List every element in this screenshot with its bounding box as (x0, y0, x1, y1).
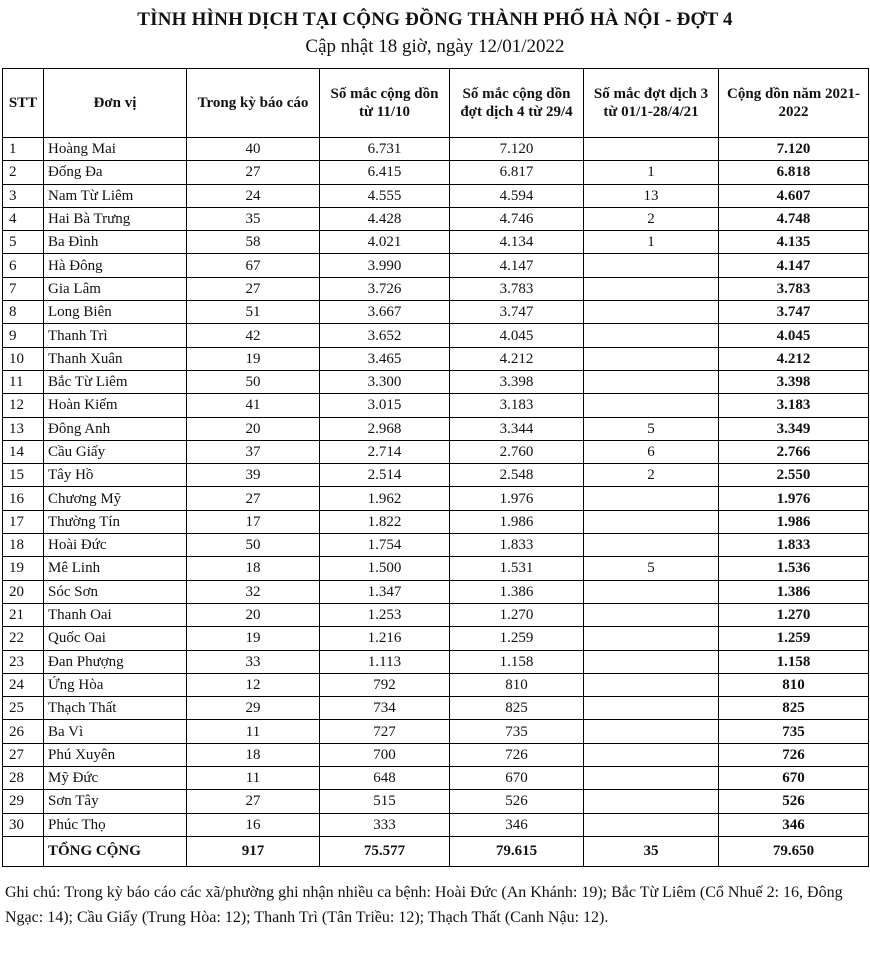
table-row (3, 417, 869, 440)
table-row (3, 394, 869, 417)
report-title: TÌNH HÌNH DỊCH TẠI CỘNG ĐỒNG THÀNH PHỐ HÀ NỘI - ĐỢT 4 (137, 9, 733, 30)
row-stt-cell: 14 (3, 440, 44, 463)
row-cum-wave4-cell: 1.386 (450, 580, 584, 603)
row-cum-1110-cell: 333 (320, 813, 450, 836)
row-unit-cell: Cầu Giấy (44, 440, 187, 463)
row-unit-cell: Gia Lâm (44, 277, 187, 300)
table-row (3, 207, 869, 230)
row-unit-cell: Hoàn Kiếm (44, 394, 187, 417)
row-period-cell: 58 (187, 231, 320, 254)
row-wave3-cell (584, 743, 719, 766)
row-period-cell: 35 (187, 207, 320, 230)
row-wave3-cell (584, 767, 719, 790)
header-period: Trong kỳ báo cáo (187, 69, 320, 138)
row-period-cell: 18 (187, 743, 320, 766)
table-body (3, 138, 869, 837)
row-wave3-cell: 2 (584, 464, 719, 487)
row-year-total-cell: 3.349 (719, 417, 869, 440)
row-period-cell: 41 (187, 394, 320, 417)
row-stt-cell: 3 (3, 184, 44, 207)
table-row (3, 673, 869, 696)
row-cum-wave4-cell: 4.594 (450, 184, 584, 207)
row-cum-1110-cell: 1.216 (320, 627, 450, 650)
table-header-row (3, 69, 869, 138)
row-stt-cell: 17 (3, 510, 44, 533)
row-cum-1110-cell: 6.731 (320, 138, 450, 161)
total-label: TỔNG CỘNG (44, 836, 187, 866)
row-cum-wave4-cell: 825 (450, 697, 584, 720)
row-stt-cell: 15 (3, 464, 44, 487)
header-cum-wave4: Số mắc cộng dồn đợt dịch 4 từ 29/4 (450, 69, 584, 138)
table-row (3, 534, 869, 557)
row-unit-cell: Mê Linh (44, 557, 187, 580)
row-year-total-cell: 3.398 (719, 370, 869, 393)
row-period-cell: 67 (187, 254, 320, 277)
header-stt: STT (3, 69, 44, 138)
row-year-total-cell: 346 (719, 813, 869, 836)
row-period-cell: 18 (187, 557, 320, 580)
row-cum-1110-cell: 515 (320, 790, 450, 813)
row-period-cell: 27 (187, 487, 320, 510)
row-unit-cell: Sơn Tây (44, 790, 187, 813)
table-row (3, 440, 869, 463)
row-stt-cell: 27 (3, 743, 44, 766)
row-stt-cell: 24 (3, 673, 44, 696)
row-stt-cell: 29 (3, 790, 44, 813)
row-wave3-cell (584, 394, 719, 417)
total-wave3: 35 (584, 836, 719, 866)
total-cum-wave4: 79.615 (450, 836, 584, 866)
header-unit: Đơn vị (44, 69, 187, 138)
row-cum-1110-cell: 1.754 (320, 534, 450, 557)
row-cum-1110-cell: 3.990 (320, 254, 450, 277)
row-cum-1110-cell: 1.500 (320, 557, 450, 580)
row-period-cell: 29 (187, 697, 320, 720)
row-unit-cell: Long Biên (44, 301, 187, 324)
row-cum-1110-cell: 3.015 (320, 394, 450, 417)
row-cum-wave4-cell: 3.783 (450, 277, 584, 300)
row-unit-cell: Mỹ Đức (44, 767, 187, 790)
row-cum-wave4-cell: 346 (450, 813, 584, 836)
row-period-cell: 20 (187, 603, 320, 626)
row-year-total-cell: 825 (719, 697, 869, 720)
row-wave3-cell: 2 (584, 207, 719, 230)
row-year-total-cell: 1.386 (719, 580, 869, 603)
row-wave3-cell (584, 813, 719, 836)
row-year-total-cell: 1.270 (719, 603, 869, 626)
row-stt-cell: 11 (3, 370, 44, 393)
row-unit-cell: Sóc Sơn (44, 580, 187, 603)
row-period-cell: 51 (187, 301, 320, 324)
row-cum-1110-cell: 1.347 (320, 580, 450, 603)
row-cum-wave4-cell: 3.183 (450, 394, 584, 417)
row-wave3-cell: 6 (584, 440, 719, 463)
table-row (3, 557, 869, 580)
row-cum-1110-cell: 734 (320, 697, 450, 720)
row-cum-1110-cell: 4.021 (320, 231, 450, 254)
row-stt-cell: 18 (3, 534, 44, 557)
row-unit-cell: Đông Anh (44, 417, 187, 440)
row-stt-cell: 6 (3, 254, 44, 277)
row-period-cell: 11 (187, 720, 320, 743)
row-period-cell: 39 (187, 464, 320, 487)
header-year-total: Cộng dồn năm 2021-2022 (719, 69, 869, 138)
row-stt-cell: 4 (3, 207, 44, 230)
row-cum-1110-cell: 3.300 (320, 370, 450, 393)
table-row (3, 487, 869, 510)
row-cum-1110-cell: 2.968 (320, 417, 450, 440)
row-unit-cell: Chương Mỹ (44, 487, 187, 510)
row-period-cell: 27 (187, 277, 320, 300)
row-period-cell: 20 (187, 417, 320, 440)
row-year-total-cell: 1.833 (719, 534, 869, 557)
row-cum-wave4-cell: 1.158 (450, 650, 584, 673)
row-year-total-cell: 1.158 (719, 650, 869, 673)
header-wave3: Số mắc đợt dịch 3 từ 01/1-28/4/21 (584, 69, 719, 138)
row-wave3-cell (584, 370, 719, 393)
row-year-total-cell: 726 (719, 743, 869, 766)
row-cum-wave4-cell: 4.134 (450, 231, 584, 254)
table-row (3, 813, 869, 836)
row-cum-1110-cell: 648 (320, 767, 450, 790)
row-cum-wave4-cell: 670 (450, 767, 584, 790)
row-wave3-cell (584, 138, 719, 161)
row-stt-cell: 23 (3, 650, 44, 673)
table-row (3, 254, 869, 277)
row-wave3-cell: 13 (584, 184, 719, 207)
footnote: Ghi chú: Trong kỳ báo cáo các xã/phường ghi nhận nhiều ca bệnh: Hoài Đức (An Khánh: 19); Bắc Từ Liêm (Cổ Nhuế 2: 16, Đông Ngạc: 14); Cầu Giấy (Trung Hòa: 12); Thanh Trì (Tân Triều: 12); Thạch Thất (Canh Nậu: 12). (5, 884, 843, 926)
row-wave3-cell (584, 487, 719, 510)
header-cum-1110: Số mắc cộng dồn từ 11/10 (320, 69, 450, 138)
row-year-total-cell: 4.748 (719, 207, 869, 230)
row-unit-cell: Đống Đa (44, 161, 187, 184)
row-period-cell: 27 (187, 161, 320, 184)
row-cum-wave4-cell: 4.212 (450, 347, 584, 370)
row-wave3-cell (584, 627, 719, 650)
row-unit-cell: Hà Đông (44, 254, 187, 277)
row-stt-cell: 16 (3, 487, 44, 510)
row-stt-cell: 20 (3, 580, 44, 603)
total-period: 917 (187, 836, 320, 866)
row-cum-wave4-cell: 1.976 (450, 487, 584, 510)
row-stt-cell: 8 (3, 301, 44, 324)
row-cum-1110-cell: 1.113 (320, 650, 450, 673)
row-unit-cell: Nam Từ Liêm (44, 184, 187, 207)
table-row (3, 627, 869, 650)
row-period-cell: 27 (187, 790, 320, 813)
row-year-total-cell: 810 (719, 673, 869, 696)
row-unit-cell: Thanh Oai (44, 603, 187, 626)
row-unit-cell: Thạch Thất (44, 697, 187, 720)
row-year-total-cell: 4.212 (719, 347, 869, 370)
row-stt-cell: 9 (3, 324, 44, 347)
table-row (3, 697, 869, 720)
row-stt-cell: 2 (3, 161, 44, 184)
row-period-cell: 17 (187, 510, 320, 533)
table-row (3, 138, 869, 161)
row-cum-1110-cell: 1.962 (320, 487, 450, 510)
row-cum-1110-cell: 3.667 (320, 301, 450, 324)
row-cum-wave4-cell: 6.817 (450, 161, 584, 184)
row-stt-cell: 26 (3, 720, 44, 743)
table-row (3, 161, 869, 184)
row-wave3-cell (584, 254, 719, 277)
row-wave3-cell (584, 301, 719, 324)
row-wave3-cell (584, 790, 719, 813)
row-unit-cell: Hoài Đức (44, 534, 187, 557)
row-year-total-cell: 526 (719, 790, 869, 813)
row-stt-cell: 21 (3, 603, 44, 626)
row-year-total-cell: 3.783 (719, 277, 869, 300)
row-cum-wave4-cell: 1.531 (450, 557, 584, 580)
row-year-total-cell: 1.986 (719, 510, 869, 533)
row-cum-wave4-cell: 4.147 (450, 254, 584, 277)
row-wave3-cell: 5 (584, 417, 719, 440)
row-cum-1110-cell: 792 (320, 673, 450, 696)
row-cum-1110-cell: 3.465 (320, 347, 450, 370)
row-cum-wave4-cell: 1.986 (450, 510, 584, 533)
row-wave3-cell (584, 673, 719, 696)
row-unit-cell: Ba Đình (44, 231, 187, 254)
row-cum-wave4-cell: 1.833 (450, 534, 584, 557)
row-period-cell: 50 (187, 370, 320, 393)
row-unit-cell: Tây Hồ (44, 464, 187, 487)
row-cum-1110-cell: 2.714 (320, 440, 450, 463)
row-cum-wave4-cell: 4.045 (450, 324, 584, 347)
table-row (3, 603, 869, 626)
table-row (3, 184, 869, 207)
row-cum-1110-cell: 1.822 (320, 510, 450, 533)
row-stt-cell: 19 (3, 557, 44, 580)
row-unit-cell: Hai Bà Trưng (44, 207, 187, 230)
table-row (3, 370, 869, 393)
cases-table (2, 68, 869, 867)
row-cum-1110-cell: 1.253 (320, 603, 450, 626)
row-period-cell: 32 (187, 580, 320, 603)
row-stt-cell: 30 (3, 813, 44, 836)
row-year-total-cell: 1.259 (719, 627, 869, 650)
total-row (3, 836, 869, 866)
row-cum-wave4-cell: 2.760 (450, 440, 584, 463)
row-stt-cell: 12 (3, 394, 44, 417)
row-year-total-cell: 2.550 (719, 464, 869, 487)
row-cum-wave4-cell: 1.270 (450, 603, 584, 626)
row-stt-cell: 7 (3, 277, 44, 300)
row-cum-wave4-cell: 735 (450, 720, 584, 743)
row-cum-1110-cell: 3.726 (320, 277, 450, 300)
row-unit-cell: Bắc Từ Liêm (44, 370, 187, 393)
row-period-cell: 40 (187, 138, 320, 161)
row-wave3-cell: 1 (584, 161, 719, 184)
row-cum-wave4-cell: 3.747 (450, 301, 584, 324)
row-stt-cell: 25 (3, 697, 44, 720)
row-period-cell: 37 (187, 440, 320, 463)
row-wave3-cell: 5 (584, 557, 719, 580)
row-wave3-cell (584, 603, 719, 626)
row-cum-1110-cell: 727 (320, 720, 450, 743)
row-stt-cell: 10 (3, 347, 44, 370)
row-year-total-cell: 3.747 (719, 301, 869, 324)
row-wave3-cell (584, 580, 719, 603)
table-row (3, 301, 869, 324)
row-period-cell: 19 (187, 627, 320, 650)
row-period-cell: 33 (187, 650, 320, 673)
row-year-total-cell: 4.045 (719, 324, 869, 347)
row-period-cell: 16 (187, 813, 320, 836)
row-unit-cell: Thanh Trì (44, 324, 187, 347)
row-year-total-cell: 4.607 (719, 184, 869, 207)
table-row (3, 231, 869, 254)
row-unit-cell: Thường Tín (44, 510, 187, 533)
table-row (3, 767, 869, 790)
row-wave3-cell (584, 347, 719, 370)
row-cum-wave4-cell: 3.344 (450, 417, 584, 440)
row-cum-wave4-cell: 4.746 (450, 207, 584, 230)
row-cum-1110-cell: 4.555 (320, 184, 450, 207)
row-period-cell: 12 (187, 673, 320, 696)
row-unit-cell: Quốc Oai (44, 627, 187, 650)
row-cum-wave4-cell: 1.259 (450, 627, 584, 650)
row-year-total-cell: 4.135 (719, 231, 869, 254)
row-period-cell: 50 (187, 534, 320, 557)
row-year-total-cell: 1.976 (719, 487, 869, 510)
table-row (3, 277, 869, 300)
row-stt-cell: 13 (3, 417, 44, 440)
row-unit-cell: Phúc Thọ (44, 813, 187, 836)
row-year-total-cell: 3.183 (719, 394, 869, 417)
table-row (3, 347, 869, 370)
row-year-total-cell: 1.536 (719, 557, 869, 580)
row-unit-cell: Thanh Xuân (44, 347, 187, 370)
row-stt-cell: 22 (3, 627, 44, 650)
table-row (3, 743, 869, 766)
row-wave3-cell (584, 697, 719, 720)
row-year-total-cell: 670 (719, 767, 869, 790)
table-row (3, 580, 869, 603)
table-row (3, 510, 869, 533)
table-row (3, 650, 869, 673)
row-year-total-cell: 7.120 (719, 138, 869, 161)
row-wave3-cell (584, 720, 719, 743)
row-year-total-cell: 6.818 (719, 161, 869, 184)
row-period-cell: 19 (187, 347, 320, 370)
row-cum-wave4-cell: 3.398 (450, 370, 584, 393)
row-cum-1110-cell: 3.652 (320, 324, 450, 347)
row-wave3-cell (584, 324, 719, 347)
row-cum-wave4-cell: 526 (450, 790, 584, 813)
row-unit-cell: Đan Phượng (44, 650, 187, 673)
table-row (3, 790, 869, 813)
row-period-cell: 42 (187, 324, 320, 347)
row-cum-1110-cell: 4.428 (320, 207, 450, 230)
report-subtitle: Cập nhật 18 giờ, ngày 12/01/2022 (305, 36, 565, 57)
row-stt-cell: 5 (3, 231, 44, 254)
row-cum-1110-cell: 2.514 (320, 464, 450, 487)
table-row (3, 324, 869, 347)
row-period-cell: 24 (187, 184, 320, 207)
row-unit-cell: Phú Xuyên (44, 743, 187, 766)
row-year-total-cell: 735 (719, 720, 869, 743)
row-year-total-cell: 2.766 (719, 440, 869, 463)
total-year-total: 79.650 (719, 836, 869, 866)
row-unit-cell: Ứng Hòa (44, 673, 187, 696)
row-wave3-cell (584, 534, 719, 557)
row-wave3-cell: 1 (584, 231, 719, 254)
row-cum-1110-cell: 700 (320, 743, 450, 766)
table-row (3, 464, 869, 487)
row-stt-cell: 28 (3, 767, 44, 790)
row-cum-wave4-cell: 810 (450, 673, 584, 696)
row-cum-wave4-cell: 726 (450, 743, 584, 766)
row-period-cell: 11 (187, 767, 320, 790)
row-unit-cell: Hoàng Mai (44, 138, 187, 161)
row-unit-cell: Ba Vì (44, 720, 187, 743)
row-wave3-cell (584, 650, 719, 673)
row-wave3-cell (584, 277, 719, 300)
row-cum-wave4-cell: 7.120 (450, 138, 584, 161)
row-wave3-cell (584, 510, 719, 533)
row-year-total-cell: 4.147 (719, 254, 869, 277)
total-cum-1110: 75.577 (320, 836, 450, 866)
row-cum-1110-cell: 6.415 (320, 161, 450, 184)
total-stt-cell (3, 836, 44, 866)
row-cum-wave4-cell: 2.548 (450, 464, 584, 487)
row-stt-cell: 1 (3, 138, 44, 161)
table-row (3, 720, 869, 743)
